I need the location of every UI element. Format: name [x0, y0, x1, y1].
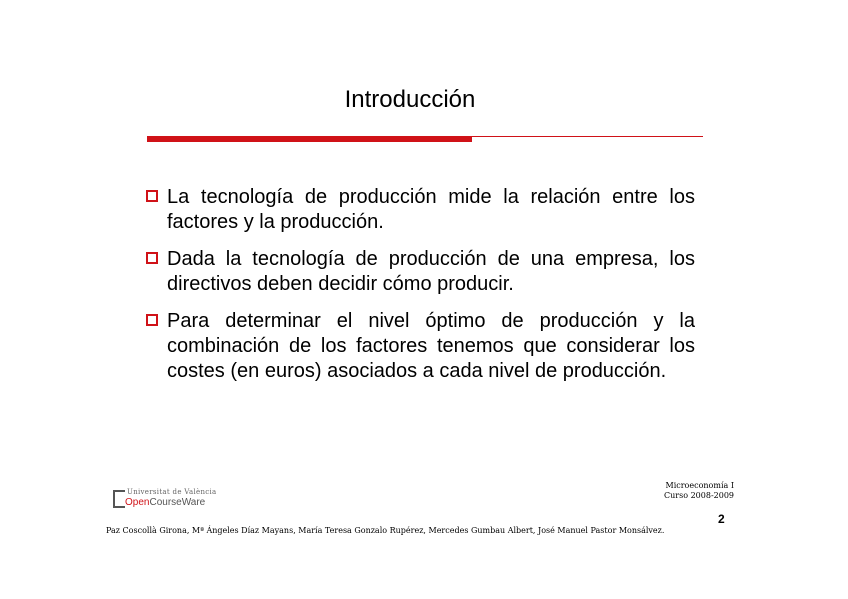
opencourseware-logo	[113, 488, 233, 512]
slide-title: Introducción	[344, 86, 476, 113]
course-name: Microeconomía I	[665, 481, 734, 490]
course-year: Curso 2008-2009	[664, 491, 734, 500]
checkbox-bullet-icon	[146, 314, 158, 326]
bullet-list	[146, 185, 695, 396]
page-number: 2	[718, 512, 725, 526]
checkbox-bullet-icon	[146, 252, 158, 264]
bullet-text: Dada la tecnología de producción de una empresa, los directivos deben decidir cómo producir.	[167, 248, 695, 295]
logo-open-text: Open	[125, 497, 150, 508]
bullet-item	[146, 185, 695, 235]
title-underline-thick	[147, 136, 472, 142]
bullet-item	[146, 247, 695, 297]
logo-bracket-icon	[113, 490, 125, 508]
logo-ocw-text	[125, 497, 205, 508]
bullet-text: La tecnología de producción mide la relación entre los factores y la producción.	[167, 186, 695, 233]
logo-courseware-text: CourseWare	[149, 497, 206, 508]
title-underline-thin	[472, 136, 703, 137]
bullet-text: Para determinar el nivel óptimo de producción y la combinación de los factores tenemos que considerar los costes (en euros) asociados a cada nivel de producción.	[167, 310, 695, 382]
bullet-item	[146, 309, 695, 384]
authors-footer: Paz Coscollà Girona, Mª Ángeles Díaz Mayans, María Teresa Gonzalo Rupérez, Mercedes Gumbau Albert, José Manuel Pastor Monsálvez.	[106, 526, 665, 535]
logo-university-text: Universitat de València	[127, 488, 217, 496]
checkbox-bullet-icon	[146, 190, 158, 202]
